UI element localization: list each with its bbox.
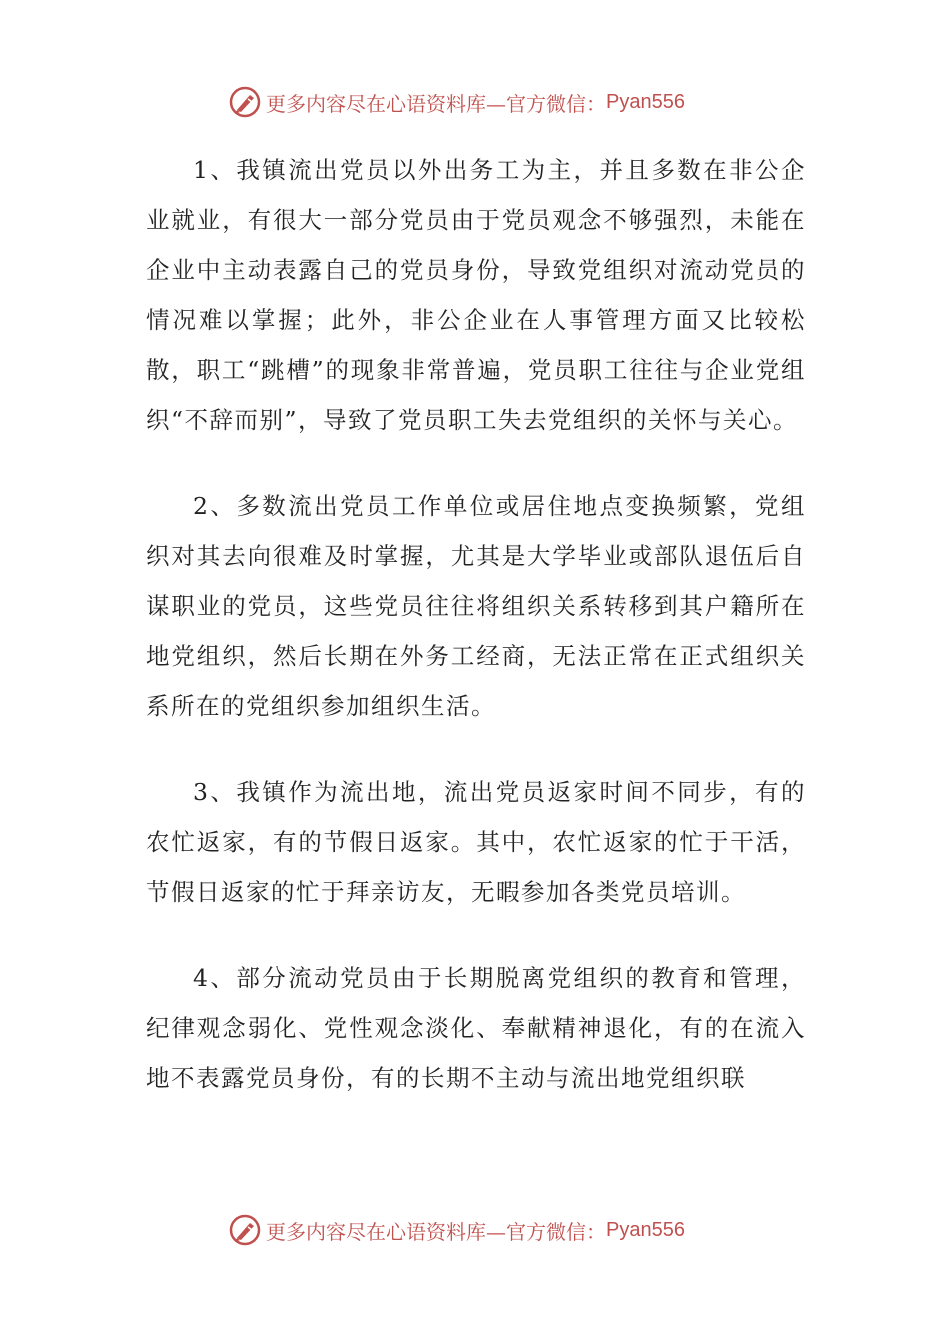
header-banner — [228, 82, 685, 122]
paragraph-4: 4、部分流动党员由于长期脱离党组织的教育和管理，纪律观念弱化、党性观念淡化、奉献精神退化，有的在流入地不表露党员身份，有的长期不主动与流出地党组织联 — [146, 964, 806, 1092]
banner-wechat-handle: Pyan556 — [606, 90, 685, 113]
paragraph-3: 3、我镇作为流出地，流出党员返家时间不同步，有的农忙返家，有的节假日返家。其中，农忙返家的忙于干活，节假日返家的忙于拜亲访友，无暇参加各类党员培训。 — [146, 778, 806, 906]
banner-wechat-handle: Pyan556 — [606, 1218, 685, 1241]
document-body — [146, 145, 806, 1139]
banner-text: 更多内容尽在心语资料库—官方微信： — [266, 1219, 606, 1244]
banner-text: 更多内容尽在心语资料库—官方微信： — [266, 91, 606, 116]
footer-banner — [228, 1210, 685, 1250]
pen-nib-circle-icon — [228, 1213, 262, 1247]
pen-nib-circle-icon — [228, 85, 262, 119]
paragraph-2: 2、多数流出党员工作单位或居住地点变换频繁，党组织对其去向很难及时掌握，尤其是大学毕业或部队退伍后自谋职业的党员，这些党员往往将组织关系转移到其户籍所在地党组织，然后长期在外务工经商，无法正常在正式组织关系所在的党组织参加组织生活。 — [146, 492, 806, 720]
paragraph-1: 1、我镇流出党员以外出务工为主，并且多数在非公企业就业，有很大一部分党员由于党员观念不够强烈，未能在企业中主动表露自己的党员身份，导致党组织对流动党员的情况难以掌握；此外，非公企业在人事管理方面又比较松散，职工“跳槽”的现象非常普遍，党员职工往往与企业党组织“不辞而别”，导致了党员职工失去党组织的关怀与关心。 — [146, 156, 806, 434]
